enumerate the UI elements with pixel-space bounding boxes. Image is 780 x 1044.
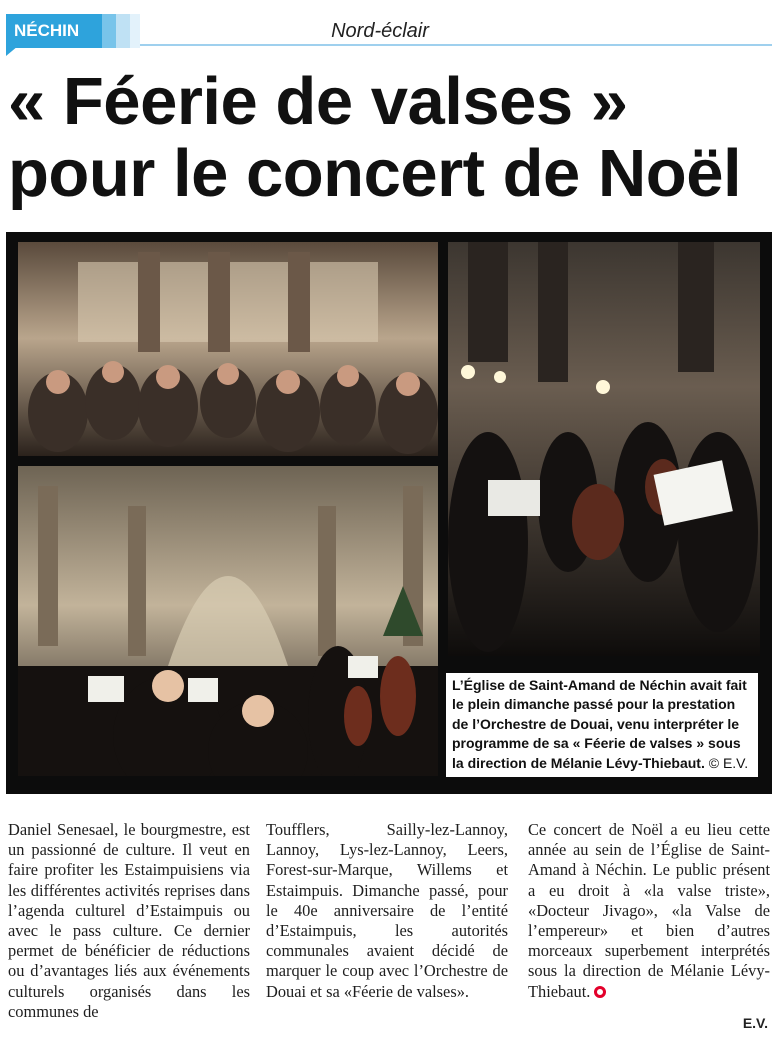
- headline-line-2: pour le concert de Noël: [8, 136, 742, 211]
- section-tag-notch: [6, 46, 18, 56]
- end-of-article-icon: [594, 986, 606, 998]
- article-column-2: Toufflers, Sailly-lez-Lannoy, Lannoy, Lys-lez-Lannoy, Leers, Forest-sur-Marque, Willems et Estaimpuis. Dimanche passé, pour le 40e anniversaire de l’entité d’Estaimpuis, les autorités communales avaient décidé de marquer le coup avec l’Orchestre de Douai et sa «Féerie de valses».: [266, 820, 508, 1001]
- caption-credit: © E.V.: [708, 754, 749, 771]
- article-column-3: [528, 820, 770, 1002]
- newspaper-name: Nord-éclair: [331, 20, 429, 42]
- article-column-3-text: Ce concert de Noël a eu lieu cette année au sein de l’Église de Saint-Amand à Néchin. Le public présent a eu droit à «la valse triste», «Docteur Jivago», «la Valse de l’empereur» et bien d’autres morceaux superbement interprétés sous la direction de Mélanie Lévy-Thiebaut.: [528, 820, 770, 1001]
- header-rule: [140, 44, 772, 46]
- article-column-1: Daniel Senesael, le bourgmestre, est un passionné de culture. Il veut en faire profiter les Estaimpuisiens via les différentes activités reprises dans l’agenda culturel d’Estaimpuis ou avec le pass culture. Ce dernier permet de bénéficier de réductions ou d’avantages liés aux événements culturels organisés dans les communes de: [8, 820, 250, 1021]
- photo-audience: [18, 242, 438, 456]
- caption-text: L’Église de Saint-Amand de Néchin avait fait le plein dimanche passé pour la prestation de l’Orchestre de Douai, venu interpréter le programme de sa « Féerie de valses » sous la direction de Mélanie Lévy-Thiebaut.: [452, 677, 747, 771]
- author-signature: E.V.: [742, 1015, 768, 1031]
- headline-line-1: « Féerie de valses »: [8, 64, 628, 139]
- photo-caption: [446, 673, 758, 777]
- photo-orchestra-close-up: [448, 242, 760, 656]
- photo-orchestra-nave: [18, 466, 438, 776]
- section-tag: NÉCHIN: [6, 14, 102, 48]
- headline: [8, 66, 774, 210]
